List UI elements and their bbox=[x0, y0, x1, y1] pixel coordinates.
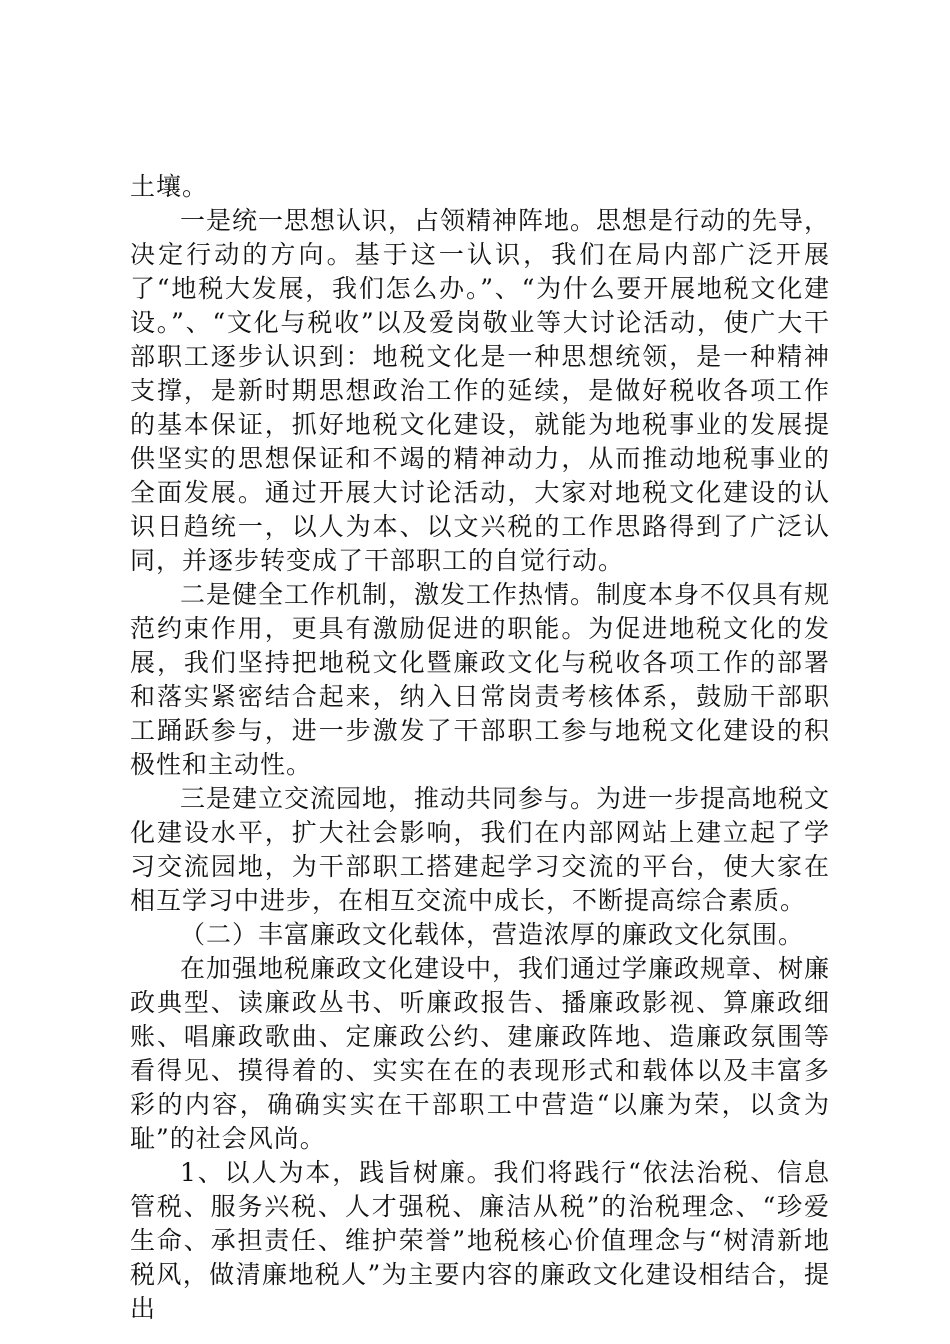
paragraph-people-oriented: 1、以人为本，践旨树廉。我们将践行“依法治税、信息管税、服务兴税、人才强税、廉洁从税”的治税理念、“珍爱生命、承担责任、维护荣誉”地税核心价值理念与“树清新地税风，做清廉地税人”为主要内容的廉政文化建设相结合，提出 bbox=[130, 1158, 830, 1323]
paragraph-unify-thought: 一是统一思想认识，占领精神阵地。思想是行动的先导，决定行动的方向。基于这一认识，我们在局内部广泛开展了“地税大发展，我们怎么办。”、“为什么要开展地税文化建设。”、“文化与税收”以及爱岗敬业等大讨论活动，使广大干部职工逐步认识到：地税文化是一种思想统领，是一种精神支撑，是新时期思想政治工作的延续，是做好税收各项工作的基本保证，抓好地税文化建设，就能为地税事业的发展提供坚实的思想保证和不竭的精神动力，从而推动地税事业的全面发展。通过开展大讨论活动，大家对地税文化建设的认识日趋统一，以人为本、以文兴税的工作思路得到了广泛认同，并逐步转变成了干部职工的自觉行动。 bbox=[130, 206, 831, 575]
paragraph-work-mechanism: 二是健全工作机制，激发工作热情。制度本身不仅具有规范约束作用，更具有激励促进的职能。为促进地税文化的发展，我们坚持把地税文化暨廉政文化与税收各项工作的部署和落实紧密结合起来，纳入日常岗责考核体系，鼓励干部职工踊跃参与，进一步激发了干部职工参与地税文化建设的积极性和主动性。 bbox=[130, 580, 831, 779]
paragraph-continuation: 土壤。 bbox=[130, 172, 209, 201]
paragraph-exchange-platform: 三是建立交流园地，推动共同参与。为进一步提高地税文化建设水平，扩大社会影响，我们在内部网站上建立起了学习交流园地，为干部职工搭建起学习交流的平台，使大家在相互学习中进步，在相互交流中成长，不断提高综合素质。 bbox=[130, 784, 831, 915]
document-body bbox=[130, 170, 830, 1326]
paragraph-integrity-carriers: 在加强地税廉政文化建设中，我们通过学廉政规章、树廉政典型、读廉政丛书、听廉政报告、播廉政影视、算廉政细账、唱廉政歌曲、定廉政公约、建廉政阵地、造廉政氛围等看得见、摸得着的、实实在在的表现形式和载体以及丰富多彩的内容，确确实实在干部职工中营造“以廉为荣，以贪为耻”的社会风尚。 bbox=[130, 954, 831, 1153]
section-heading-two: （二）丰富廉政文化载体，营造浓厚的廉政文化氛围。 bbox=[180, 920, 805, 949]
